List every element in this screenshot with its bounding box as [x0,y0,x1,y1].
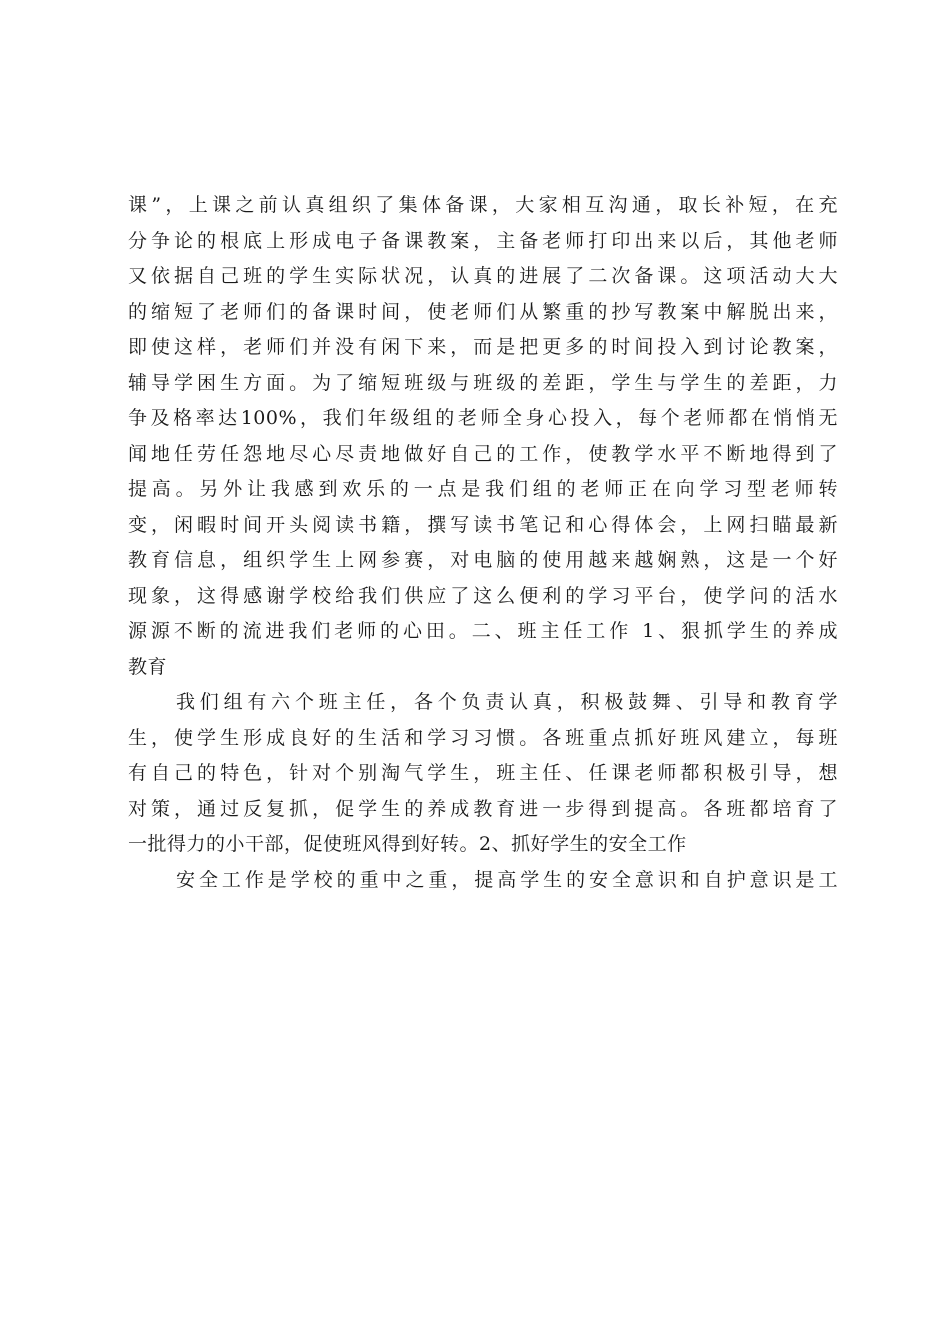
text-line: 我们组有六个班主任，各个负责认真，积极鼓舞、引导和教育学 [176,691,838,713]
document-body [128,188,838,898]
paragraph [128,863,838,899]
text-line: 争及格率达100%，我们年级组的老师全身心投入，每个老师都在悄悄无 [128,407,838,429]
text-line: 即使这样，老师们并没有闲下来，而是把更多的时间投入到讨论教案， [128,336,838,358]
text-line: 又依据自己班的学生实际状况，认真的进展了二次备课。这项活动大大 [128,265,838,287]
text-line: 教育 [128,655,168,678]
paragraph [128,188,838,685]
text-line: 生，使学生形成良好的生活和学习习惯。各班重点抓好班风建立，每班 [128,726,838,749]
text-line: 闻地任劳任怨地尽心尽责地做好自己的工作，使教学水平不断地得到了 [128,442,838,465]
text-line: 现象，这得感谢学校给我们供应了这么便利的学习平台，使学问的活水 [128,584,838,607]
text-line: 安全工作是学校的重中之重，提高学生的安全意识和自护意识是工 [176,868,838,891]
text-line: 辅导学困生方面。为了缩短班级与班级的差距，学生与学生的差距，力 [128,371,838,394]
text-line: 对策，通过反复抓，促学生的养成教育进一步得到提高。各班都培育了 [128,797,838,820]
text-line: 提高。另外让我感到欢乐的一点是我们组的老师正在向学习型老师转 [128,478,838,500]
text-line: 分争论的根底上形成电子备课教案，主备老师打印出来以后，其他老师 [128,229,838,252]
paragraph [128,685,838,863]
text-line: 教育信息，组织学生上网参赛，对电脑的使用越来越娴熟，这是一个好 [128,549,838,571]
text-line: 一批得力的小干部，促使班风得到好转。2、抓好学生的安全工作 [128,833,687,855]
text-line: 变，闲暇时间开头阅读书籍，撰写读书笔记和心得体会，上网扫瞄最新 [128,513,838,536]
text-line: 的缩短了老师们的备课时间，使老师们从繁重的抄写教案中解脱出来， [128,300,838,323]
text-line: 有自己的特色，针对个别淘气学生，班主任、任课老师都积极引导，想 [128,762,838,784]
text-line: 课”，上课之前认真组织了集体备课，大家相互沟通，取长补短，在充 [128,194,838,216]
text-line: 源源不断的流进我们老师的心田。二、班主任工作 1、狠抓学生的养成 [128,620,838,642]
